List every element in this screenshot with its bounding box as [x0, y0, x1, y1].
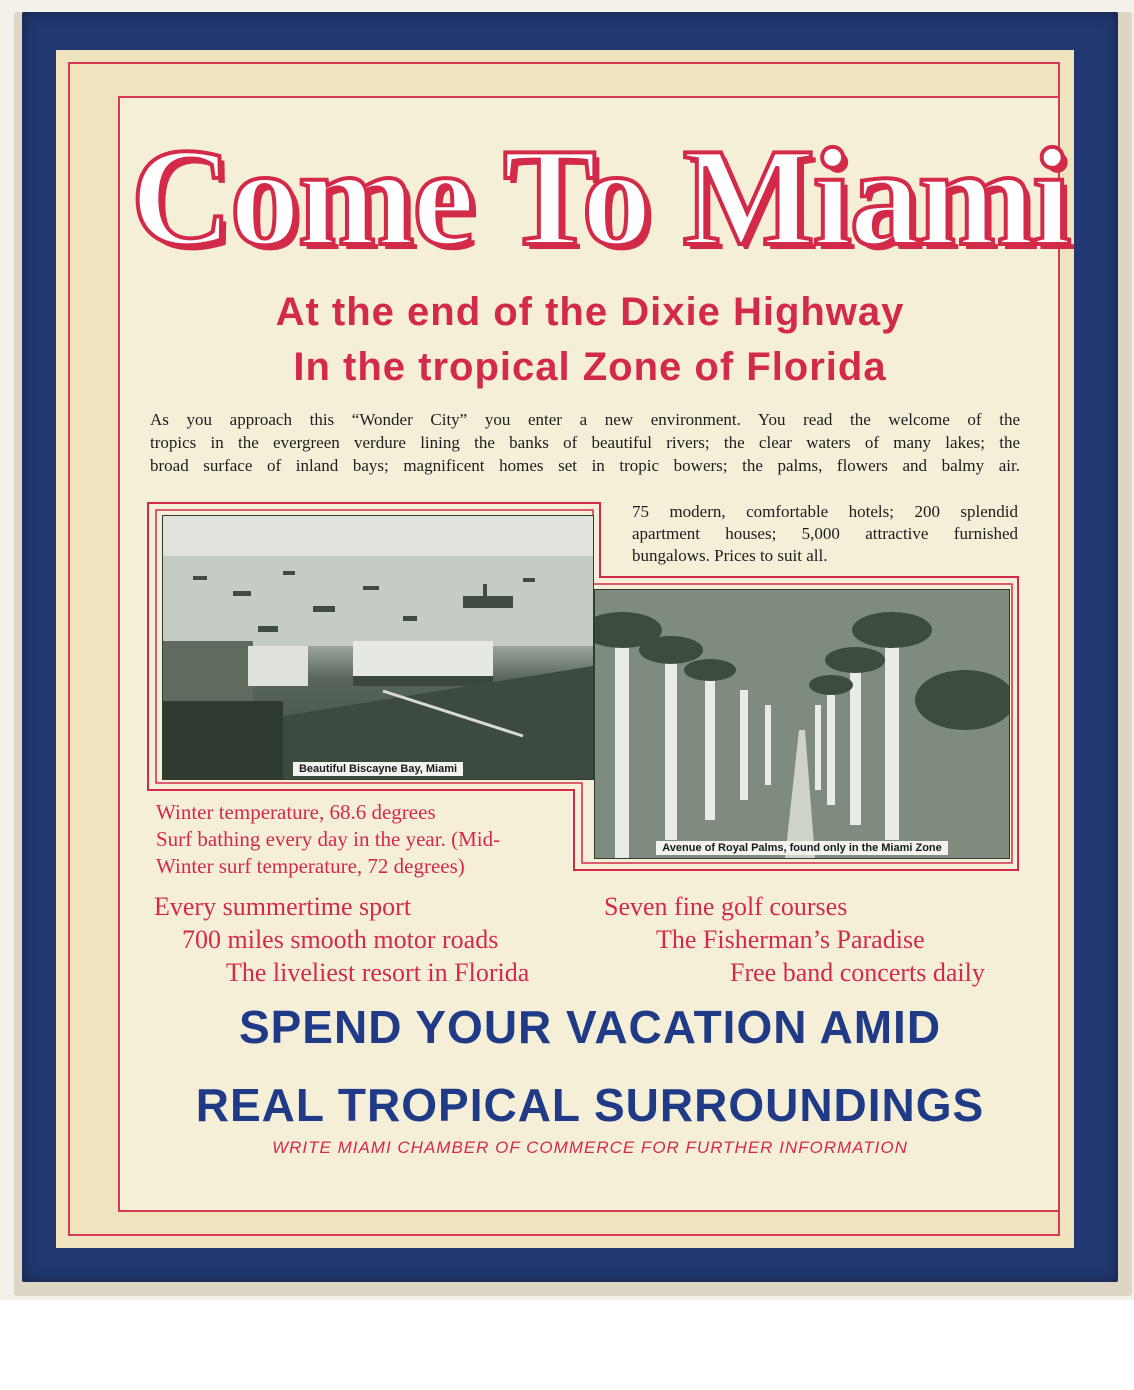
- photo-royal-palms: [594, 589, 1010, 859]
- subheading-tropical-zone: In the tropical Zone of Florida: [293, 345, 887, 389]
- caption-text: Avenue of Royal Palms, found only in the Miami Zone: [656, 841, 948, 855]
- climate-line: Surf bathing every day in the year. (Mid-: [156, 827, 501, 851]
- hotels-line: bungalows. Prices to suit all.: [632, 546, 828, 565]
- climate-line: Winter temperature, 68.6 degrees: [156, 800, 436, 824]
- photo-caption-palms: [595, 842, 1009, 854]
- feature-left: Every summertime sport: [154, 892, 412, 921]
- hotels-line: apartment houses; 5,000 attractive furnished: [632, 524, 1018, 543]
- subheading-highway: At the end of the Dixie Highway: [275, 290, 905, 334]
- footer-note: WRITE MIAMI CHAMBER OF COMMERCE FOR FURTHER INFORMATION: [272, 1138, 908, 1157]
- feature-left: 700 miles smooth motor roads: [182, 925, 499, 954]
- headline: Come To Miami: [130, 120, 1070, 275]
- caption-text: Beautiful Biscayne Bay, Miami: [293, 762, 463, 776]
- hotels-line: 75 modern, comfortable hotels; 200 splendid: [632, 502, 1018, 521]
- photo-caption-bay: [163, 763, 593, 775]
- intro-line: As you approach this “Wonder City” you enter a new environment. You read the welcome of the: [150, 410, 1020, 429]
- palms-scene: [595, 590, 1009, 858]
- photo-biscayne-bay: [162, 515, 594, 780]
- feature-right: Free band concerts daily: [730, 958, 985, 987]
- bay-scene: [163, 516, 593, 779]
- feature-right: The Fisherman’s Paradise: [656, 925, 925, 954]
- intro-line: tropics in the evergreen verdure lining the banks of beautiful rivers; the clear waters of many lakes; the: [150, 433, 1020, 452]
- feature-right: Seven fine golf courses: [604, 892, 848, 921]
- intro-line: broad surface of inland bays; magnificent homes set in tropic bowers; the palms, flowers and balmy air.: [150, 456, 1020, 475]
- feature-left: The liveliest resort in Florida: [226, 958, 530, 987]
- climate-line: Winter surf temperature, 72 degrees): [156, 854, 465, 878]
- slogan-line: SPEND YOUR VACATION AMID: [238, 1001, 942, 1053]
- slogan-line: REAL TROPICAL SURROUNDINGS: [195, 1079, 985, 1131]
